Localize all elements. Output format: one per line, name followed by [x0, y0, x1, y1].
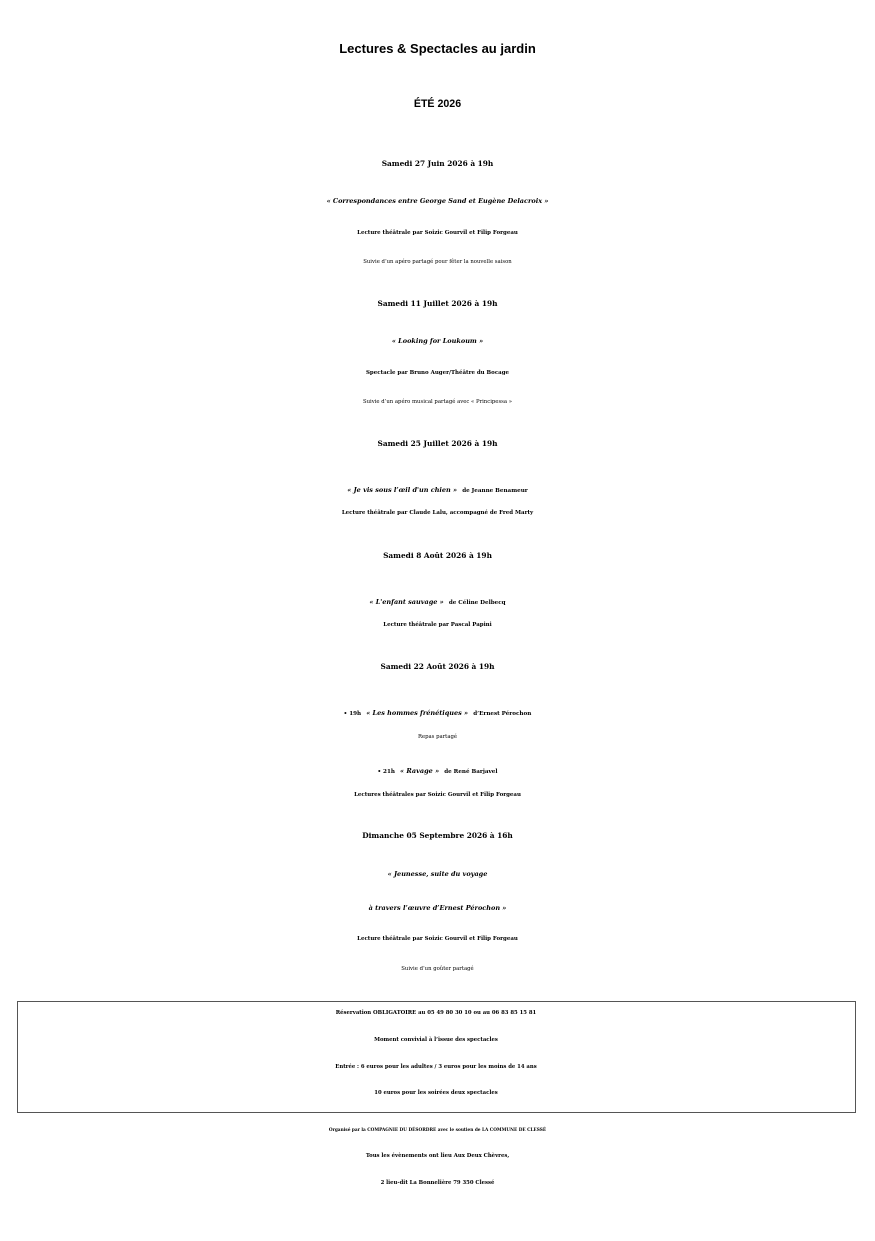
event-note: Suivie d’un apéro musical partagé avec « Principessa » — [362, 399, 513, 405]
event-date: Samedi 22 Août 2026 à 19h — [380, 662, 495, 671]
event-work-line — [0, 591, 875, 607]
season-subtitle: ÉTÉ 2026 — [413, 98, 462, 110]
reservation-line: Réservation OBLIGATOIRE au 05 49 80 30 10 ou au 06 83 85 15 81 — [335, 1010, 537, 1016]
event-program-item — [0, 760, 875, 776]
event-credit: Lecture théâtrale par Soizic Gourvil et Filip Forgeau — [357, 230, 518, 236]
event-work-line — [0, 479, 875, 495]
event-work-title: « Correspondances entre George Sand et Eugène Delacroix » — [326, 197, 549, 205]
event-credit: Lectures théâtrales par Soizic Gourvil et Filip Forgeau — [354, 792, 521, 798]
location-line: Tous les évènements ont lieu Aux Deux Chèvres, — [365, 1153, 510, 1159]
event-work-title: « Je vis sous l’œil d'un chien » — [347, 486, 458, 494]
event-work-title: « Les hommes frénétiques » — [366, 709, 469, 717]
event-work-title: « L'enfant sauvage » — [369, 598, 444, 606]
event-date: Samedi 27 Juin 2026 à 19h — [381, 159, 494, 168]
event-author: de Céline Delbecq — [448, 600, 506, 606]
event-author: de Jeanne Benameur — [462, 488, 528, 494]
event-interlude: Repas partagé — [417, 734, 458, 740]
event-credit: Spectacle par Bruno Auger/Théâtre du Bocage — [365, 370, 509, 376]
event-date: Dimanche 05 Septembre 2026 à 16h — [362, 831, 513, 840]
moment-line: Moment convivial à l’issue des spectacles — [374, 1037, 498, 1043]
address-line: 2 lieu-dit La Bonnelière 79 350 Clessé — [380, 1180, 495, 1186]
program-item-time: • 19h — [343, 711, 362, 717]
page-title: Lectures & Spectacles au jardin — [339, 41, 536, 56]
event-work-title: « Jeunesse, suite du voyage — [387, 870, 488, 878]
event-note: Suivie d’un goûter partagé — [401, 966, 474, 972]
event-work-title: « Looking for Loukoum » — [391, 337, 484, 345]
event-author: d’Ernest Pérochon — [473, 711, 532, 717]
event-credit: Lecture théâtrale par Claude Lalu, accompagné de Fred Marty — [341, 510, 534, 516]
event-work-title: à travers l’œuvre d’Ernest Pérochon » — [368, 904, 507, 912]
entry-price-line: Entrée : 6 euros pour les adultes / 3 euros pour les moins de 14 ans — [335, 1064, 537, 1070]
program-item-time: • 21h — [377, 769, 395, 775]
event-date: Samedi 11 Juillet 2026 à 19h — [377, 299, 498, 308]
double-show-price-line: 10 euros pour les soirées deux spectacles — [374, 1090, 498, 1096]
event-program-item — [0, 702, 875, 718]
event-note: Suivie d’un apéro partagé pour fêter la nouvelle saison — [363, 259, 512, 265]
organizer-line: Organisé par la COMPAGNIE DU DÉSORDRE avec le soutien de LA COMMUNE DE CLESSÉ — [328, 1128, 547, 1133]
event-author: de René Barjavel — [444, 769, 498, 775]
event-credit: Lecture théâtrale par Pascal Papini — [383, 622, 492, 628]
reservation-info-box — [17, 1001, 856, 1113]
event-work-title: « Ravage » — [400, 767, 440, 775]
event-credit: Lecture théâtrale par Soizic Gourvil et Filip Forgeau — [357, 936, 518, 942]
event-date: Samedi 25 Juillet 2026 à 19h — [377, 439, 498, 448]
event-date: Samedi 8 Août 2026 à 19h — [383, 551, 492, 560]
